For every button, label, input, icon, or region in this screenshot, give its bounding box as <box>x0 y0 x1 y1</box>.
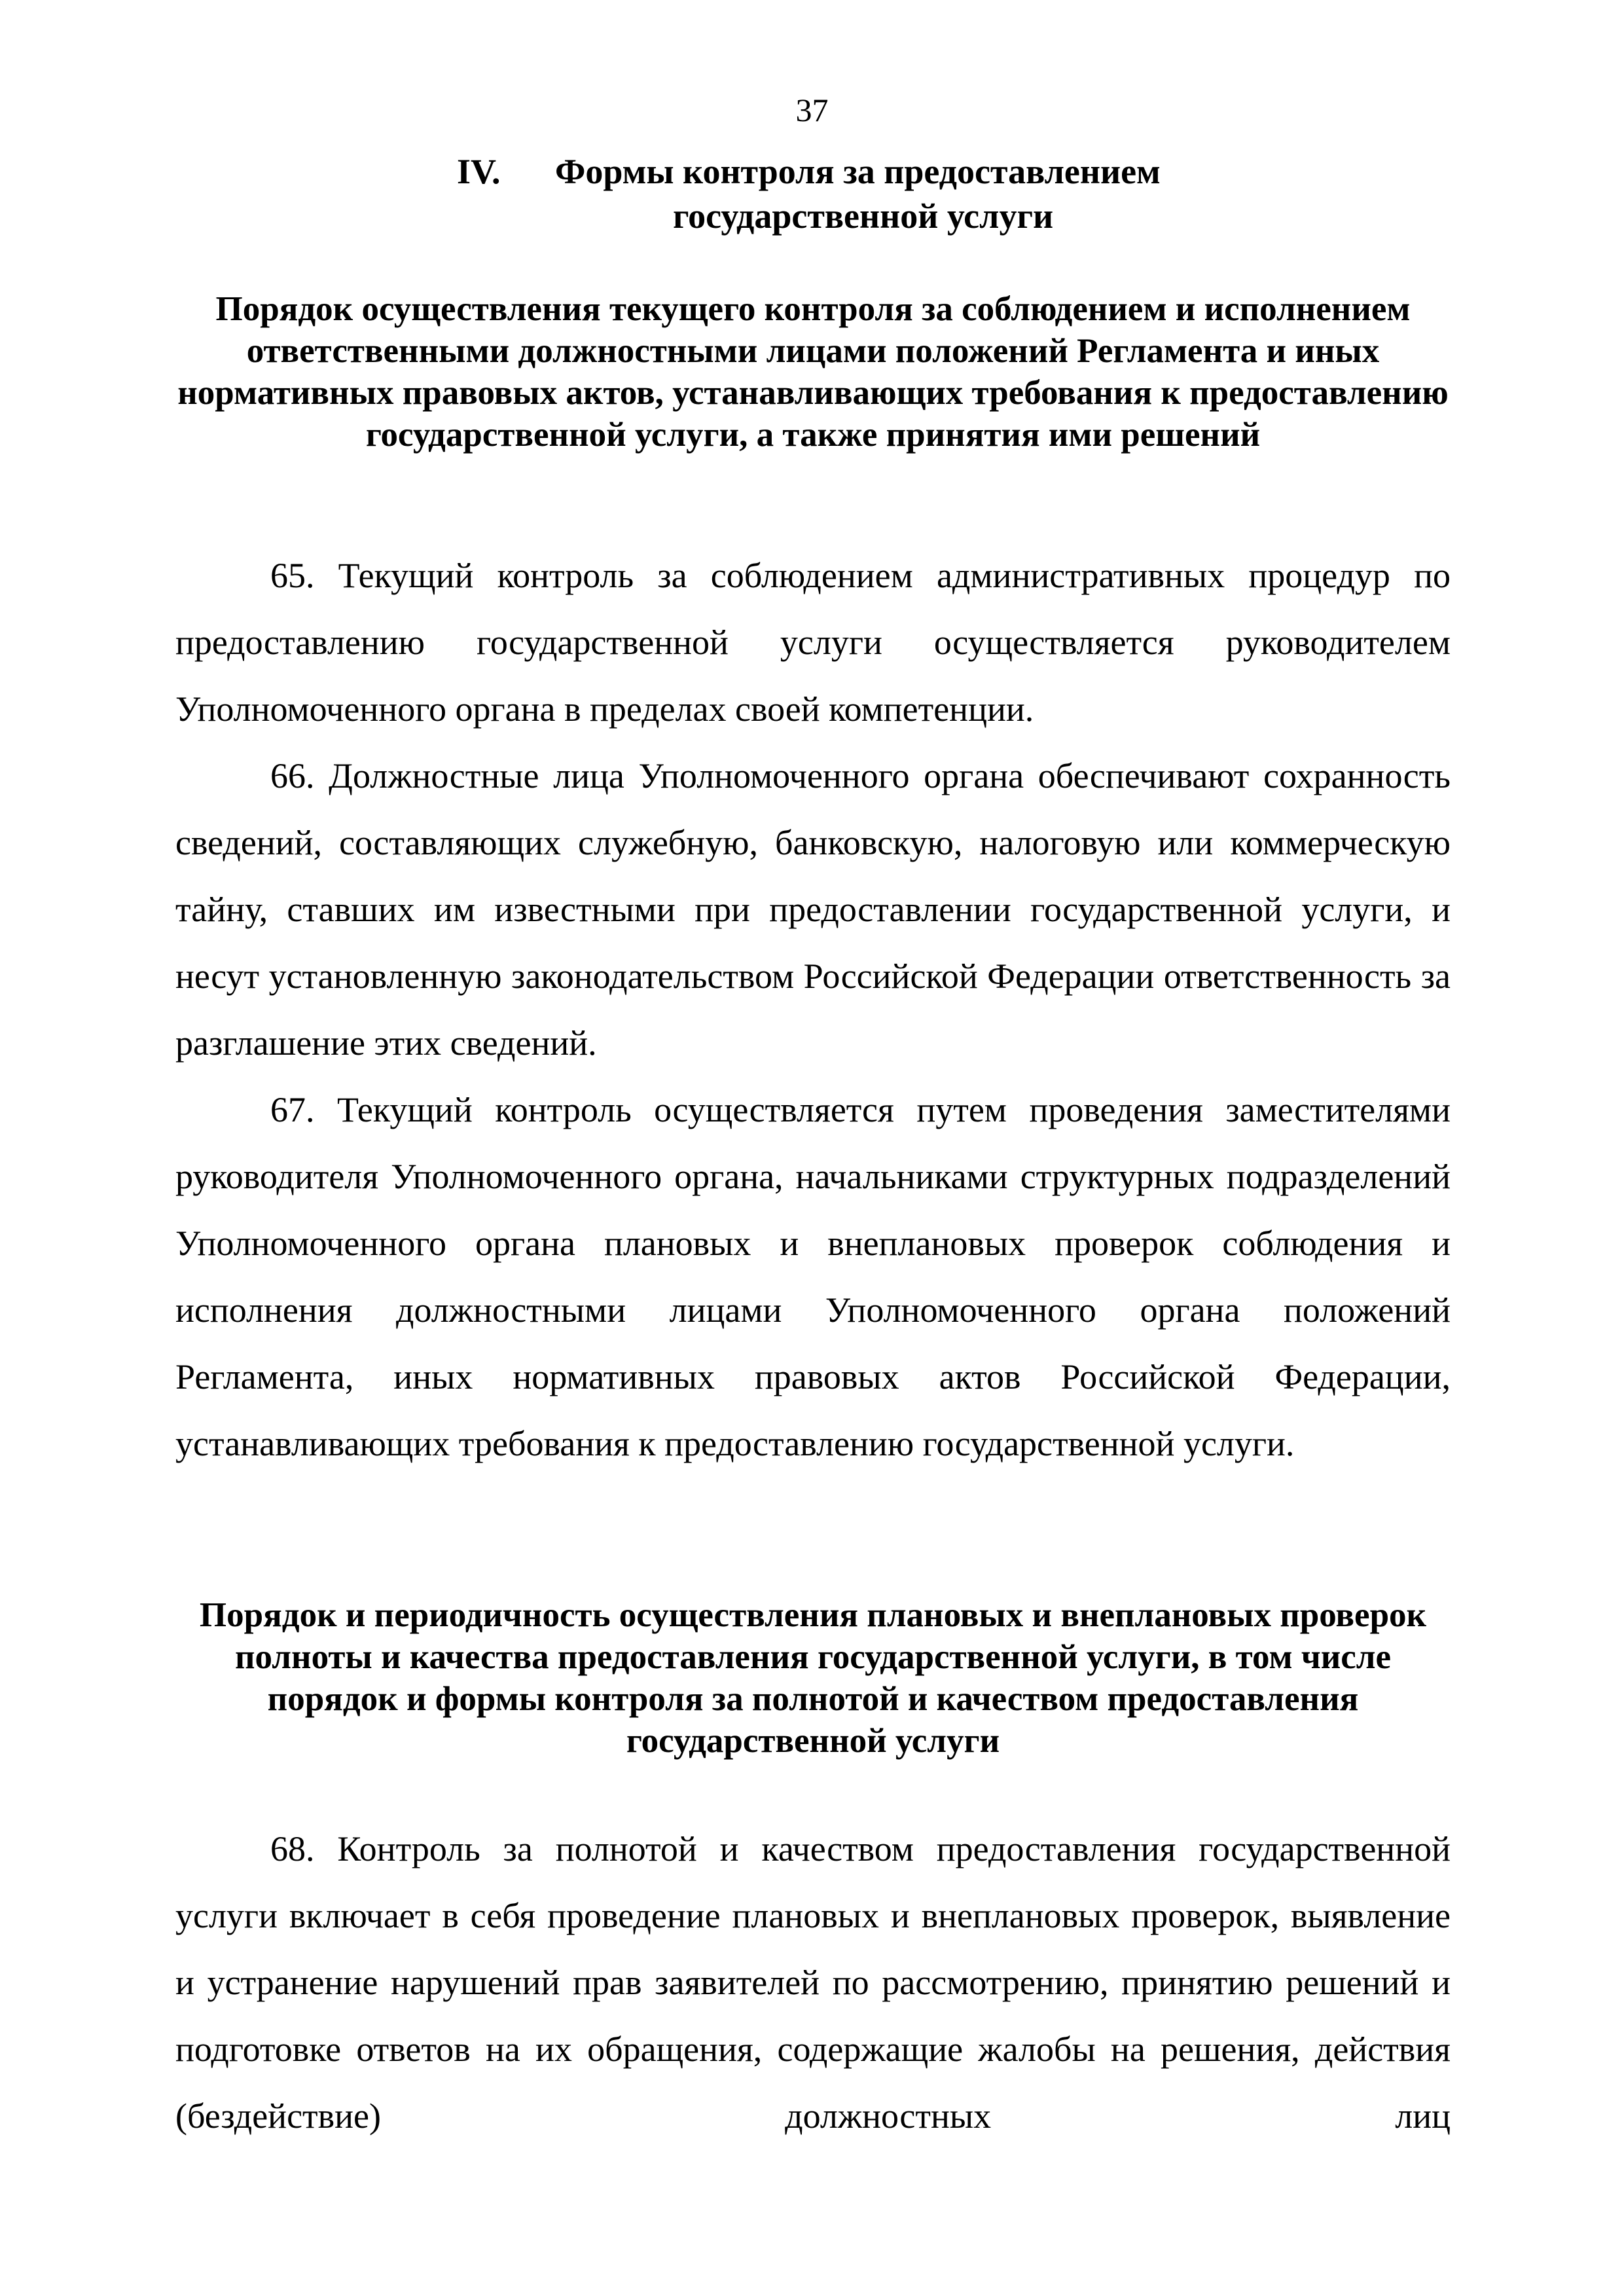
subheading-inspections: Порядок и периодичность осуществления плановых и внеплановых проверок полноты и качества предоставления государственной услуги, в том числе порядок и формы контроля за полнотой и качеством предоставления государственной услуги <box>199 1596 1427 1760</box>
paragraphs-block-1 <box>175 542 1451 1477</box>
section-title-line1: Формы контроля за предоставлением <box>555 152 1161 191</box>
section-heading <box>175 149 1451 238</box>
paragraph-67: 67. Текущий контроль осуществляется путем проведения заместителями руководителя Уполномоченного органа, начальниками структурных подразделений Уполномоченного органа плановых и внеплановых проверок соблюдения и исполнения должностными лицами Уполномоченного органа положений Регламента, иных нормативных правовых актов Российской Федерации, устанавливающих требования к предоставлению государственной услуги. <box>175 1090 1451 1463</box>
paragraph-68: 68. Контроль за полнотой и качеством предоставления государственной услуги включает в себя проведение плановых и внеплановых проверок, выявление и устранение нарушений прав заявителей по рассмотрению, принятию решений и подготовке ответов на их обращения, содержащие жалобы на решения, действия (бездействие) должностных лиц <box>175 1829 1451 2136</box>
page-number: 37 <box>795 92 829 128</box>
paragraph-66: 66. Должностные лица Уполномоченного органа обеспечивают сохранность сведений, составляющих служебную, банковскую, налоговую или коммерческую тайну, ставших им известными при предоставлении государственной услуги, и несут установленную законодательством Российской Федерации ответственность за разглашение этих сведений. <box>175 756 1451 1063</box>
subheading-current-control: Порядок осуществления текущего контроля за соблюдением и исполнением ответственными должностными лицами положений Регламента и иных нормативных правовых актов, устанавливающих требования к предоставлению государственной услуги, а также принятия ими решений <box>177 290 1449 454</box>
paragraphs-block-2 <box>175 1815 1451 2149</box>
section-number: IV. <box>457 152 501 191</box>
section-title-line2: государственной услуги <box>673 196 1054 236</box>
section-heading-line1 <box>175 149 1451 194</box>
paragraph-65: 65. Текущий контроль за соблюдением административных процедур по предоставлению государственной услуги осуществляется руководителем Уполномоченного органа в пределах своей компетенции. <box>175 556 1451 729</box>
